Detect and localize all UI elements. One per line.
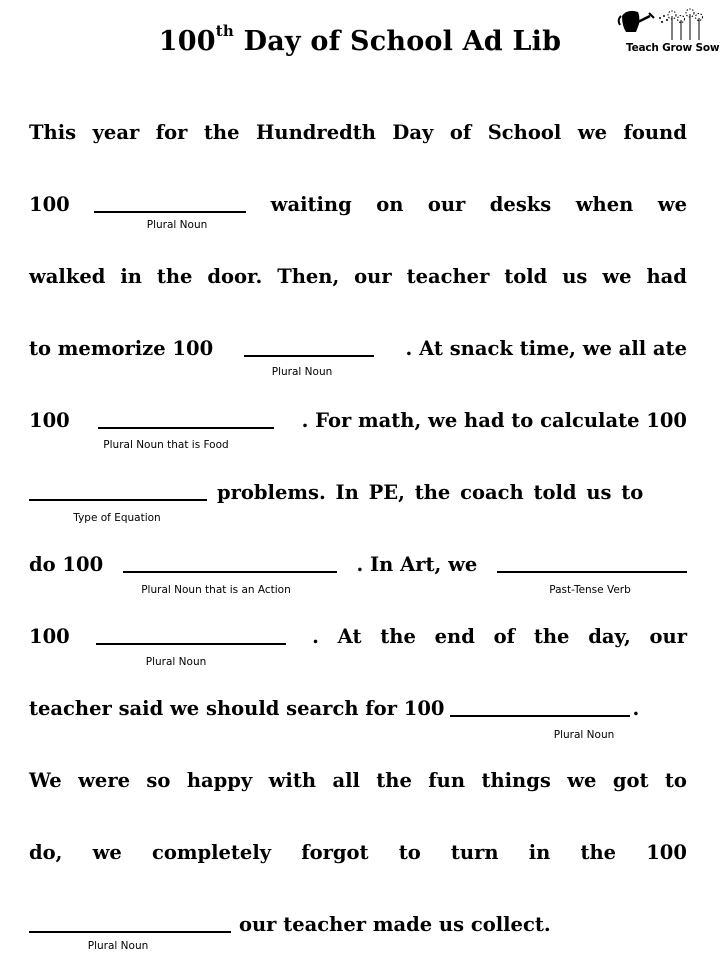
word: the (203, 121, 240, 144)
word: our (427, 193, 466, 216)
word: the (580, 841, 617, 864)
word: do, (29, 841, 63, 864)
word: we (577, 121, 607, 144)
text-segment: . For math, we had to calculate 100 (301, 409, 687, 432)
logo-text: Teach Grow Sow (626, 42, 720, 54)
word: when (575, 193, 634, 216)
word: forgot (301, 841, 369, 864)
story-line-7 (29, 545, 687, 585)
word: were (78, 769, 130, 792)
text-segment-wrap (217, 473, 681, 513)
title-number: 100 (158, 26, 216, 57)
word: on (376, 193, 404, 216)
word: all (332, 769, 360, 792)
text-segment: 100 (29, 625, 70, 648)
word: 100 (29, 193, 70, 216)
word: to (664, 769, 687, 792)
word: so (146, 769, 171, 792)
text-segment: . At snack time, we all ate (405, 337, 687, 360)
blank-5[interactable] (123, 557, 337, 573)
blank-6[interactable] (497, 557, 687, 573)
word: told (504, 265, 548, 288)
word: our (354, 265, 392, 288)
blank-label: Plural Noun that is an Action (141, 584, 291, 596)
word: with (268, 769, 317, 792)
word: found (623, 121, 687, 144)
word: we (657, 193, 687, 216)
word: for (155, 121, 188, 144)
blank-7[interactable] (96, 629, 286, 645)
title-text: Day of School Ad Lib (234, 26, 562, 57)
blank-3[interactable] (98, 413, 274, 429)
word: Day (392, 121, 434, 144)
word: We (29, 769, 62, 792)
text-segment: problems. In PE, the coach told us to (217, 481, 644, 504)
word: in (120, 265, 142, 288)
blank-label: Plural Noun (271, 366, 333, 378)
blank-label: Type of Equation (73, 512, 161, 524)
text-segment: our teacher made us collect. (239, 913, 551, 936)
page-title (0, 22, 720, 57)
blank-label: Plural Noun that is Food (103, 439, 229, 451)
word: waiting (270, 193, 352, 216)
word: of (449, 121, 472, 144)
story-line-11 (29, 833, 687, 873)
word: walked (29, 265, 106, 288)
word: door. (207, 265, 263, 288)
story-line-5 (29, 401, 687, 441)
word: the (156, 265, 193, 288)
blank-label: Past-Tense Verb (549, 584, 631, 596)
word: we (92, 841, 122, 864)
word: things (481, 769, 551, 792)
story-line-8 (29, 617, 687, 657)
blank-8[interactable] (450, 701, 630, 717)
word: year (92, 121, 140, 144)
blank-label: Plural Noun (146, 219, 208, 231)
word: got (612, 769, 649, 792)
word: we (602, 265, 632, 288)
word: Hundredth (256, 121, 376, 144)
text-segment: . (632, 697, 640, 720)
story-line-12 (29, 905, 687, 945)
word: Then, (277, 265, 340, 288)
blank-1[interactable] (94, 197, 246, 213)
blank-4[interactable] (29, 485, 207, 501)
blank-label: Plural Noun (87, 940, 149, 952)
word: completely (151, 841, 272, 864)
story-line-10 (29, 761, 687, 801)
text-segment: . At the end of the day, our (312, 625, 687, 648)
word: us (562, 265, 588, 288)
blank-9[interactable] (29, 917, 231, 933)
text-segment: to memorize 100 (29, 337, 214, 360)
word: 100 (646, 841, 687, 864)
word: School (487, 121, 562, 144)
story-line-1 (29, 113, 687, 153)
word: This (29, 121, 77, 144)
word: happy (186, 769, 253, 792)
blank-label: Plural Noun (553, 729, 615, 741)
story-line-2 (29, 185, 687, 225)
watering-can-icon (616, 2, 720, 46)
blank-2[interactable] (244, 341, 374, 357)
word: we (567, 769, 597, 792)
blank-label: Plural Noun (145, 656, 207, 668)
title-superscript: th (215, 22, 234, 40)
story-line-6 (29, 473, 687, 513)
text-segment: 100 (29, 409, 70, 432)
word: teacher (406, 265, 490, 288)
story-line-4 (29, 329, 687, 369)
word: fun (428, 769, 466, 792)
word: in (528, 841, 551, 864)
story-line-9 (29, 689, 687, 729)
text-segment: . In Art, we (356, 553, 478, 576)
word: desks (489, 193, 552, 216)
story-line-3 (29, 257, 687, 297)
word: had (646, 265, 687, 288)
word: turn (450, 841, 499, 864)
word: to (398, 841, 421, 864)
logo (616, 2, 720, 62)
word: the (376, 769, 412, 792)
text-segment: do 100 (29, 553, 104, 576)
text-segment: teacher said we should search for 100 (29, 697, 445, 720)
